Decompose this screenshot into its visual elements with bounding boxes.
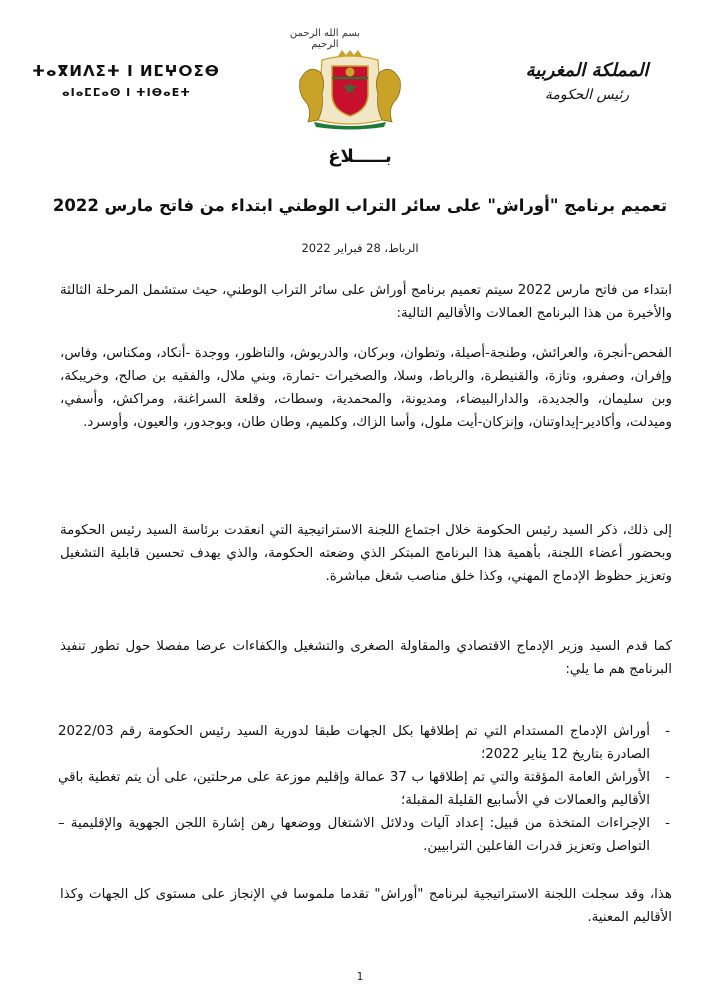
list-item (58, 766, 672, 812)
amazigh-header (32, 62, 232, 99)
announcement-heading: بـــــلاغ (328, 146, 392, 167)
bullet-marker: - (665, 724, 670, 739)
tifinagh-kingdom: ⵜⴰⴳⵍⴷⵉⵜ ⵏ ⵍⵎⵖⵔⵉⴱ (32, 62, 220, 80)
list-item (58, 812, 672, 858)
basmala: بسم الله الرحمن الرحيم (289, 28, 361, 50)
page-number: 1 (356, 970, 364, 983)
bullet-text: أوراش الإدماج المستدام التي تم إطلاقها بكل الجهات طبقا لدورية السيد رئيس الحكومة رقم 2022/03 الصادرة بتاريخ 12 يناير 2022؛ (58, 724, 650, 762)
paragraph-minister-presentation: كما قدم السيد وزير الإدماج الاقتصادي والمقاولة الصغرى والتشغيل والكفاءات عرضا مفصلا حول تطور تنفيذ البرنامج هم ما يلي: (60, 639, 672, 677)
list-item (58, 720, 672, 766)
bullet-marker: - (665, 816, 670, 831)
bullet-list (58, 720, 672, 858)
paragraph-intro: ابتداء من فاتح مارس 2022 سيتم تعميم برنامج أوراش على سائر التراب الوطني، حيث ستشمل المرحلة الثالثة والأخيرة من هذا البرنامج العمالات والأقاليم التالية: (60, 283, 673, 321)
bullet-text: الأوراش العامة المؤقتة والتي تم إطلاقها ب 37 عمالة وإقليم موزعة على مرحلتين، على أن يتم تغطية باقي الأقاليم والعمالات في الأسابيع القليلة المقبلة؛ (58, 770, 650, 808)
paragraph-strategic-committee: إلى ذلك، ذكر السيد رئيس الحكومة خلال اجتماع اللجنة الاستراتيجية التي انعقدت برئاسة السيد رئيس الحكومة وبحضور أعضاء اللجنة، بأهمية هذا البرنامج المبتكر الذي وضعته الحكومة، والذي يهدف تحسين قابلية التشغيل وتعزيز حظوظ الإدماج المهني، وكذا خلق مناصب شغل مباشرة. (60, 523, 672, 584)
coat-of-arms-icon (290, 50, 410, 130)
dateline: الرباط، 28 فبراير 2022 (301, 241, 419, 255)
head-of-government-title: رئيس الحكومة (544, 87, 630, 103)
arabic-header (492, 60, 682, 103)
paragraph-conclusion: هذا، وقد سجلت اللجنة الاستراتيجية لبرنامج "أوراش" تقدما ملموسا في الإنجاز على مستوى كل الجهات وكذا الأقاليم المعنية. (60, 887, 672, 925)
paragraph-provinces-list: الفحص-أنجرة، والعرائش، وطنجة-أصيلة، وتطوان، وبركان، والدريوش، والناظور، ووجدة -أنكاد، ومكناس، وفاس، وإفران، وصفرو، وتازة، والقنيطرة، والرباط، وسلا، والصخيرات -تمارة، وبني ملال، والفقيه بن صالح، وخريبكة، وبن سليمان، والجديدة، والدارالبيضاء، ومديونة، والمحمدية، وسطات، وقلعة السراغنة، ومراكش، وأسفي، وميدلت، وأكادير-إيداوتنان، وإنزكان-أيت ملول، وأسا الزاك، وكلميم، وطان طان، وبوجدور، والعيون، وأوسرد. (60, 346, 672, 430)
kingdom-title: المملكة المغربية (525, 60, 649, 81)
document-title: تعميم برنامج "أوراش" على سائر التراب الوطني ابتداء من فاتح مارس 2022 (52, 196, 668, 215)
bullet-marker: - (665, 770, 670, 785)
tifinagh-head-of-government: ⴰⵏⴰⵎⵎⴰⵙ ⵏ ⵜⵏⴱⴰⴹⵜ (62, 86, 191, 99)
bullet-text: الإجراءات المتخذة من قبيل: إعداد آليات ودلائل الاشتغال ووضعها رهن إشارة اللجن الجهوية والإقليمية – التواصل وتعزيز قدرات الفاعلين الترابيين. (58, 816, 650, 854)
